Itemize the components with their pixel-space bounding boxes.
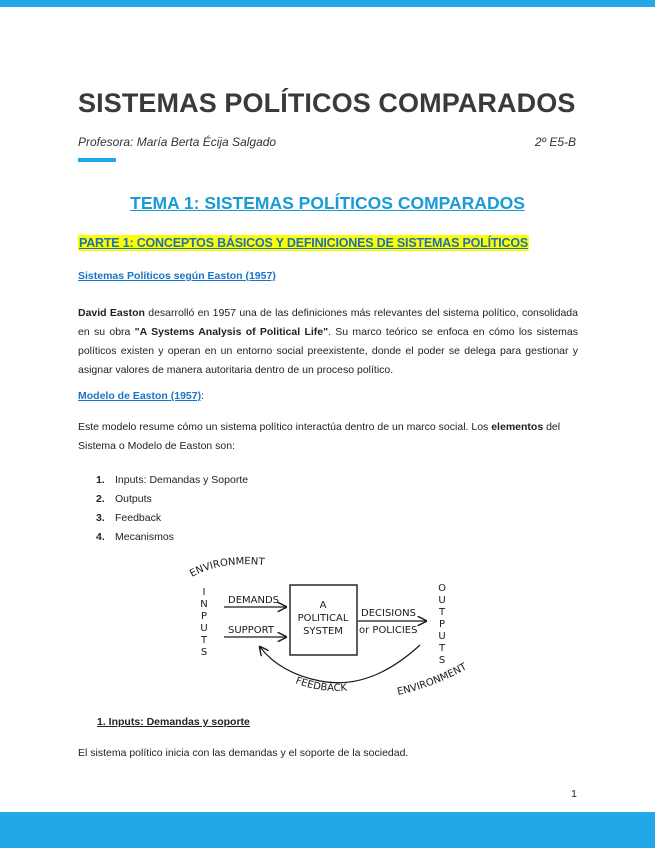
inputs-subheading: 1. Inputs: Demandas y soporte	[97, 716, 250, 728]
decisions-label: DECISIONS	[361, 608, 416, 619]
list-text: Mecanismos	[115, 531, 174, 543]
svg-text:P: P	[200, 611, 208, 622]
list-item	[96, 528, 248, 547]
inputs-vertical-label	[200, 587, 208, 658]
svg-text:S: S	[438, 655, 446, 666]
book-title: "A Systems Analysis of Political Life"	[134, 326, 329, 338]
feedback-label: FEEDBACK	[293, 675, 348, 695]
model-section-heading: Modelo de Easton (1957)	[78, 390, 202, 402]
svg-text:U: U	[200, 623, 208, 634]
heading-suffix: :	[201, 390, 205, 402]
list-number: 3.	[96, 512, 105, 524]
svg-text:T: T	[438, 607, 446, 618]
elements-term: elementos	[491, 421, 544, 433]
list-number: 1.	[96, 474, 105, 486]
parte-heading: PARTE 1: CONCEPTOS BÁSICOS Y DEFINICIONES DE SISTEMAS POLÍTICOS	[79, 236, 529, 250]
svg-text:I: I	[202, 587, 206, 598]
list-text: Outputs	[115, 493, 152, 505]
inputs-paragraph: El sistema político inicia con las demandas y el soporte de la sociedad.	[78, 747, 409, 759]
page-number: 1	[571, 788, 577, 800]
svg-text:S: S	[200, 647, 208, 658]
paragraph-text: Este modelo resume cómo un sistema político interactúa dentro de un marco social. Los	[78, 421, 492, 433]
course-code: 2º E5-B	[534, 135, 576, 149]
list-text: Inputs: Demandas y Soporte	[115, 474, 249, 486]
environment-top-label: ENVIRONMENT	[188, 556, 266, 580]
box-line-2: POLITICAL	[297, 613, 349, 624]
svg-text:U: U	[438, 631, 446, 642]
svg-text:T: T	[200, 635, 208, 646]
paragraph-text: del Sistema o Modelo de Easton son:	[78, 421, 561, 452]
box-line-1: A	[319, 600, 327, 611]
easton-section-heading: Sistemas Políticos según Easton (1957)	[78, 270, 276, 282]
elements-list	[96, 471, 248, 547]
list-item	[96, 471, 248, 490]
document-title: SISTEMAS POLÍTICOS COMPARADOS	[78, 88, 576, 118]
paragraph-text: . Su marco teórico se enfoca en cómo los sistemas políticos existen y operan en un entorno social preexistente, donde el poder se delega para gestionar y asignar valores de manera autoritaria dentro de un proceso político.	[78, 326, 578, 376]
box-line-3: SYSTEM	[303, 626, 343, 637]
svg-text:U: U	[438, 595, 446, 606]
tema-heading: TEMA 1: SISTEMAS POLÍTICOS COMPARADOS	[130, 193, 525, 213]
bottom-accent-bar	[0, 812, 655, 848]
outputs-vertical-label	[438, 583, 446, 666]
svg-text:T: T	[438, 643, 446, 654]
policies-label: or POLICIES	[359, 625, 418, 636]
support-label: SUPPORT	[228, 625, 274, 636]
top-accent-bar	[0, 0, 655, 7]
svg-text:O: O	[438, 583, 446, 594]
list-number: 4.	[96, 531, 105, 543]
list-item	[96, 509, 248, 528]
easton-paragraph	[78, 304, 578, 380]
svg-text:P: P	[438, 619, 446, 630]
paragraph-text: desarrolló en 1957 una de las definiciones más relevantes del sistema político, consolidada en su obra	[78, 307, 578, 338]
professor-name: Profesora: María Berta Écija Salgado	[78, 135, 277, 149]
list-number: 2.	[96, 493, 105, 505]
model-paragraph	[78, 418, 578, 456]
demands-label: DEMANDS	[228, 595, 280, 606]
svg-text:N: N	[200, 599, 208, 610]
list-text: Feedback	[115, 512, 162, 524]
model-heading-line	[78, 390, 204, 402]
easton-model-diagram	[180, 553, 480, 703]
environment-bottom-label: ENVIRONMENT	[396, 661, 469, 698]
author-name: David Easton	[78, 307, 145, 319]
title-underline-accent	[78, 158, 116, 162]
list-item	[96, 490, 248, 509]
